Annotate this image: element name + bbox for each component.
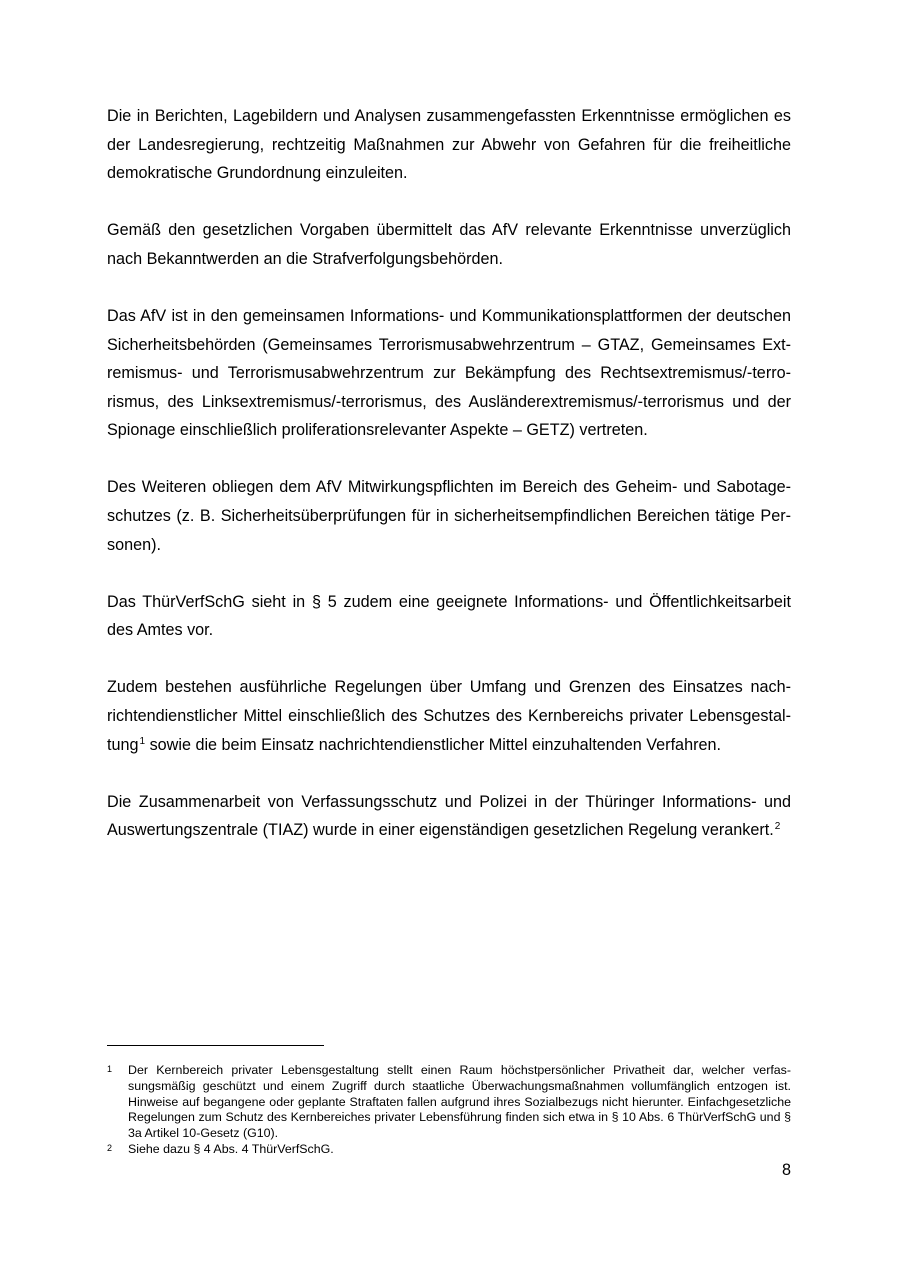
- footnote-number: 1: [107, 1064, 113, 1074]
- paragraph-6-text-a: Zudem bestehen ausführliche Regelungen über Umfang und Grenzen des Einsatzes nachrichtendienstlicher Mittel einschließlich des Schutzes des Kernbereichs privater Lebensgestaltung: [107, 678, 791, 754]
- footnote-text: Der Kernbereich privater Lebensgestaltung stellt einen Raum höchstpersönlicher Privatheit dar, welcher verfassungsmäßig geschützt und einem Zugriff durch staatliche Überwachungsmaßnahmen vollumfänglich entzogen ist. Hinweise auf begangene oder geplante Straftaten fallen aufgrund ihres Sozialbezugs nicht hierunter. Einfachgesetzliche Regelungen zum Schutz des Kernbereiches privater Lebensführung finden sich etwa in § 10 Abs. 6 ThürVerfSchG und § 3a Artikel 10-Gesetz (G10).: [128, 1063, 791, 1141]
- paragraph-4: Des Weiteren obliegen dem AfV Mitwirkungspflichten im Bereich des Geheim- und Sabotageschutzes (z. B. Sicherheitsüberprüfungen für in sicherheitsempfindlichen Bereichen tätige Personen).: [107, 478, 791, 554]
- paragraph-7: [107, 788, 791, 845]
- paragraph-5: Das ThürVerfSchG sieht in § 5 zudem eine geeignete Informations- und Öffentlichkeitsarbeit des Amtes vor.: [107, 592, 791, 640]
- paragraph-2: Gemäß den gesetzlichen Vorgaben übermittelt das AfV relevante Erkenntnisse unverzüglich nach Bekanntwerden an die Strafverfolgungsbehörden.: [107, 221, 791, 268]
- paragraph-7-text: Die Zusammenarbeit von Verfassungsschutz und Polizei in der Thüringer Informations- und Auswertungszentrale (TIAZ) wurde in einer eigenständigen gesetzlichen Regelung verankert.: [107, 792, 791, 840]
- paragraph-6: [107, 673, 791, 759]
- footnote-number: 2: [107, 1142, 113, 1153]
- paragraph-1: Die in Berichten, Lagebildern und Analysen zusammengefassten Erkenntnisse ermöglichen es der Landesregierung, rechtzeitig Maßnahmen zur Abwehr von Gefahren für die freiheitliche demokratische Grundordnung einzuleiten.: [107, 107, 791, 183]
- page-number: 8: [781, 1161, 791, 1179]
- footnote-2: [107, 1142, 791, 1158]
- paragraph-6-text-b: sowie die beim Einsatz nachrichtendienstlicher Mittel einzuhaltenden Verfahren.: [145, 735, 721, 754]
- footnote-separator: [107, 1045, 324, 1046]
- footnote-reference-2[interactable]: 2: [774, 821, 781, 833]
- footnotes: [107, 1063, 791, 1158]
- footnote-reference-1[interactable]: 1: [139, 735, 146, 747]
- footnote-text: Siehe dazu § 4 Abs. 4 ThürVerfSchG.: [128, 1141, 334, 1156]
- paragraph-3: Das AfV ist in den gemeinsamen Informations- und Kommunikationsplattformen der deutschen Sicherheitsbehörden (Gemeinsames Terrorismusabwehrzentrum – GTAZ, Gemeinsames Extremismus- und Terrorismusabwehrzentrum zur Bekämpfung des Rechtsextremismus/-terrorismus, des Linksextremismus/-terrorismus, des Ausländerextremismus/-terrorismus und der Spionage einschließlich proliferationsrelevanter Aspekte – GETZ) vertreten.: [107, 306, 791, 440]
- footnote-1: [107, 1063, 791, 1142]
- body-text: [107, 102, 791, 873]
